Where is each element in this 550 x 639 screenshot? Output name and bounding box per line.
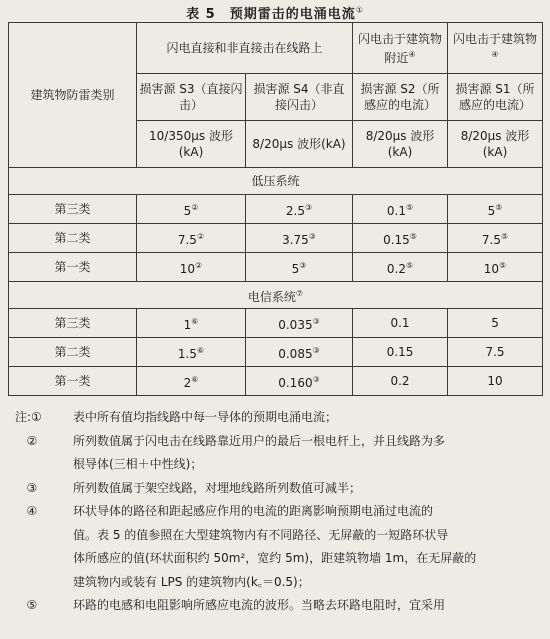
header-s4: 损害源 S4（非直接闪击） — [246, 74, 353, 121]
cell-s4: 0.035③ — [246, 309, 353, 338]
cell-s2: 0.15 — [353, 338, 448, 367]
waveform-s4: 8/20μs 波形(kA) — [246, 121, 353, 168]
cell-s2: 0.2⑤ — [353, 253, 448, 282]
cell-s2: 0.1⑤ — [353, 195, 448, 224]
header-s2: 损害源 S2（所感应的电流） — [353, 74, 448, 121]
waveform-s1: 8/20μs 波形(kA) — [448, 121, 543, 168]
cell-s4: 0.085③ — [246, 338, 353, 367]
table-row — [9, 195, 543, 224]
cell-s3: 2⑥ — [137, 367, 246, 396]
header-group-on: 闪电击于建筑物④ — [448, 23, 543, 74]
note-5: ⑤ 环路的电感和电阻影响所感应电流的波形。当略去环路电阻时，宜采用 — [26, 598, 446, 612]
cell-s1: 7.5 — [448, 338, 543, 367]
note-2-cont: 根导体(三相＋中性线)； — [73, 457, 203, 471]
cell-s3: 7.5② — [137, 224, 246, 253]
cell-s3: 1⑥ — [137, 309, 246, 338]
note-4-cont: 体所感应的值(环状面积约 50m²，宽约 5m)，距建筑物墙 1m，在无屏蔽的 — [73, 551, 477, 565]
surge-current-table — [8, 22, 543, 396]
cell-s4: 3.75③ — [246, 224, 353, 253]
cell-s1: 7.5⑤ — [448, 224, 543, 253]
cell-s1: 5 — [448, 309, 543, 338]
cell-s1: 5⑤ — [448, 195, 543, 224]
waveform-s2: 8/20μs 波形(kA) — [353, 121, 448, 168]
note-2: ② 所列数值属于闪电击在线路靠近用户的最后一根电杆上，并且线路为多 — [26, 433, 446, 448]
section-title-telecom: 电信系统⑦ — [9, 282, 543, 309]
table-row — [9, 224, 543, 253]
cell-s2: 0.2 — [353, 367, 448, 396]
footnote-mark: ① — [355, 5, 364, 15]
cell-s1: 10⑤ — [448, 253, 543, 282]
note-3: ③ 所列数值属于架空线路，对埋地线路所列数值可减半； — [26, 480, 362, 495]
header-group-line: 闪电直接和非直接击在线路上 — [137, 23, 353, 74]
section-row-lv — [9, 168, 543, 195]
note-4-cont: 值。表 5 的值参照在大型建筑物内有不同路径、无屏蔽的一短路环状导 — [73, 527, 449, 542]
section-title-lv: 低压系统 — [9, 168, 543, 195]
table-row — [9, 367, 543, 396]
row-category: 第二类 — [9, 224, 137, 253]
cell-s3: 1.5⑥ — [137, 338, 246, 367]
row-category: 第三类 — [9, 195, 137, 224]
waveform-s3: 10/350μs 波形(kA) — [137, 121, 246, 168]
row-category: 第一类 — [9, 367, 137, 396]
cell-s2: 0.1 — [353, 309, 448, 338]
row-category: 第一类 — [9, 253, 137, 282]
note-1: 注:① 表中所有值均指线路中每一导体的预期电涌电流； — [15, 410, 338, 424]
cell-s2: 0.15⑤ — [353, 224, 448, 253]
header-category: 建筑物防雷类别 — [9, 23, 137, 168]
header-s1: 损害源 S1（所感应的电流） — [448, 74, 543, 121]
header-row-1 — [9, 23, 543, 74]
cell-s1: 10 — [448, 367, 543, 396]
table-row — [9, 309, 543, 338]
header-s3: 损害源 S3（直接闪击） — [137, 74, 246, 121]
cell-s4: 5③ — [246, 253, 353, 282]
table-title: 表 5 预期雷击的电涌电流① — [186, 5, 364, 22]
row-category: 第三类 — [9, 309, 137, 338]
table-row — [9, 253, 543, 282]
header-group-near: 闪电击于建筑物附近④ — [353, 23, 448, 74]
note-4-cont: 建筑物内或装有 LPS 的建筑物内(k꜀＝0.5)； — [73, 574, 310, 589]
note-4: ④ 环状导体的路径和距起感应作用的电流的距离影响预期电涌过电流的 — [26, 504, 434, 518]
section-row-telecom — [9, 282, 543, 309]
cell-s4: 0.160③ — [246, 367, 353, 396]
cell-s3: 5② — [137, 195, 246, 224]
cell-s3: 10② — [137, 253, 246, 282]
cell-s4: 2.5③ — [246, 195, 353, 224]
row-category: 第二类 — [9, 338, 137, 367]
table-row — [9, 338, 543, 367]
notes — [15, 406, 545, 618]
